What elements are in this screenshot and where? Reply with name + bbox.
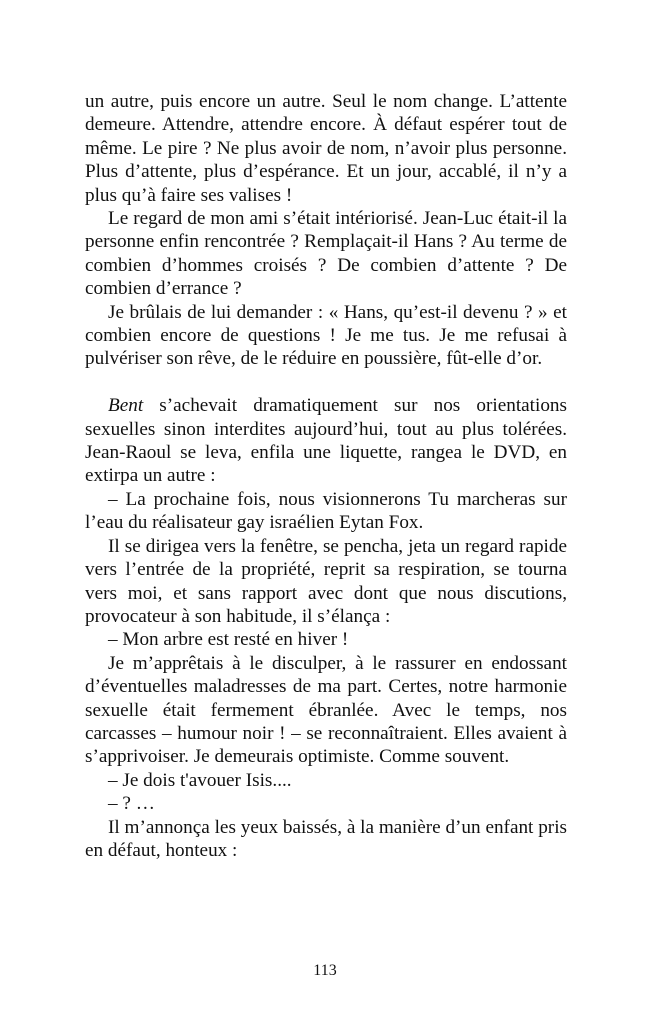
dialogue-line: – ? … bbox=[108, 793, 155, 815]
page-body bbox=[85, 90, 567, 862]
page-number: 113 bbox=[313, 962, 337, 979]
dialogue-line: – La prochaine fois, nous visionnerons Tu marcheras sur l’eau du réalisateur gay israélien Eytan Fox. bbox=[85, 488, 567, 534]
dialogue-line: – Mon arbre est resté en hiver ! bbox=[108, 629, 349, 651]
paragraph: Le regard de mon ami s’était intériorisé. Jean-Luc était-il la personne enfin rencontrée ? Remplaçait-il Hans ? Au terme de combien d’hommes croisés ? De combien d’attente ? De combien d’errance ? bbox=[85, 208, 567, 300]
film-title: Bent bbox=[108, 395, 144, 417]
paragraph: Je m’apprêtais à le disculper, à le rassurer en endossant d’éventuelles maladresses de ma part. Certes, notre harmonie sexuelle était fermement ébranlée. Avec le temps, nos carcasses – humour noir ! – se reconnaîtraient. Elles avaient à s’apprivoiser. Je demeurais optimiste. Comme souvent. bbox=[85, 652, 567, 768]
section-break bbox=[85, 371, 567, 394]
paragraph: Il se dirigea vers la fenêtre, se pencha, jeta un regard rapide vers l’entrée de la propriété, reprit sa respiration, se tourna vers moi, et sans rapport avec dont que nous discutions, provocateur à son habitude, il s’élança : bbox=[85, 535, 567, 627]
paragraph-text: s’achevait dramatiquement sur nos orientations sexuelles sinon interdites aujourd’hui, tout au plus tolérées. Jean-Raoul se leva, enfila une liquette, rangea le DVD, en extirpa un autre : bbox=[85, 395, 567, 487]
paragraph bbox=[85, 394, 567, 488]
dialogue-line: – Je dois t'avouer Isis.... bbox=[108, 769, 292, 791]
paragraph: Il m’annonça les yeux baissés, à la manière d’un enfant pris en défaut, honteux : bbox=[85, 816, 567, 861]
paragraph: Je brûlais de lui demander : « Hans, qu’est-il devenu ? » et combien encore de questions ! Je me tus. Je me refusai à pulvériser son rêve, de le réduire en poussière, fût-elle d’or. bbox=[85, 301, 567, 370]
paragraph: un autre, puis encore un autre. Seul le nom change. L’attente demeure. Attendre, attendre encore. À défaut espérer tout de même. Le pire ? Ne plus avoir de nom, n’avoir plus personne. Plus d’attente, plus d’espérance. Et un jour, accablé, il n’y a plus qu’à faire ses valises ! bbox=[85, 91, 567, 206]
